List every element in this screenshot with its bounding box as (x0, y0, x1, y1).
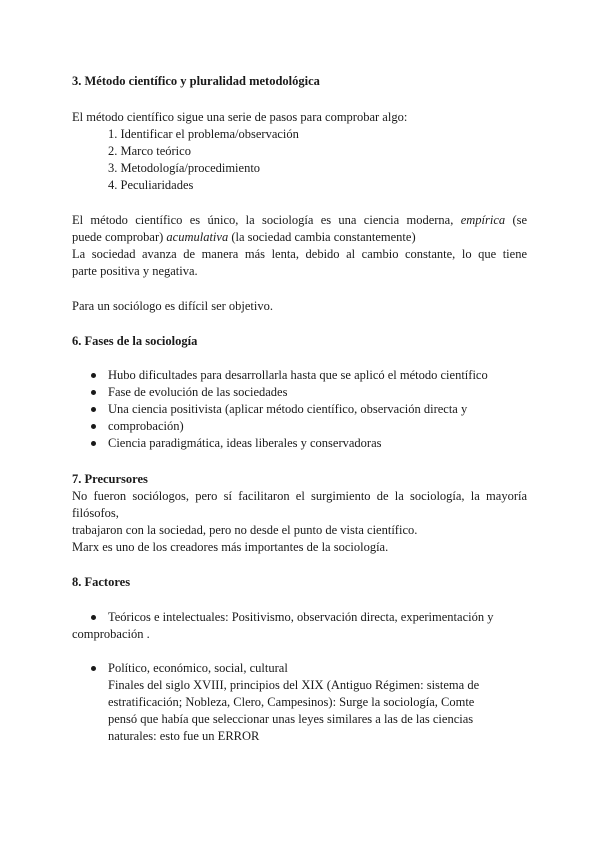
bullet-dot (91, 390, 96, 395)
section-6-heading: 6. Fases de la sociología (72, 334, 198, 348)
section-3-paragraph-line-3: La sociedad avanza de manera más lenta, debido al cambio constante, lo que tiene (72, 247, 527, 261)
section-8-bullet-2-line-5: naturales: esto fue un ERROR (108, 729, 260, 743)
section-8-bullet-2-line-2: Finales del siglo XVIII, principios del XIX (Antiguo Régimen: sistema de (108, 678, 480, 692)
section-7-line-3: trabajaron con la sociedad, pero no desde el punto de vista científico. (72, 523, 418, 537)
section-3-paragraph-line-1: El método científico es único, la sociología es una ciencia moderna, empírica (se (72, 213, 528, 227)
section-6-bullet-2: Fase de evolución de las sociedades (108, 385, 288, 399)
bullet-dot (91, 407, 96, 412)
bullet-dot (91, 441, 96, 446)
section-7-line-4: Marx es uno de los creadores más importantes de la sociología. (72, 540, 389, 554)
section-8-bullet-2-line-4: pensó que había que seleccionar unas leyes similares a las de las ciencias (108, 712, 474, 726)
section-8-bullet-2-line-3: estratificación; Nobleza, Clero, Campesinos): Surge la sociología, Comte (108, 695, 475, 709)
bullet-dot (91, 615, 96, 620)
section-8-bullet-1-line-1: Teóricos e intelectuales: Positivismo, observación directa, experimentación y (108, 610, 494, 624)
section-7-heading: 7. Precursores (72, 472, 148, 486)
step-4: 4. Peculiaridades (108, 178, 194, 192)
section-8-heading: 8. Factores (72, 575, 131, 589)
section-6-bullet-1: Hubo dificultades para desarrollarla hasta que se aplicó el método científico (108, 368, 488, 382)
section-6-bullet-5: Ciencia paradigmática, ideas liberales y conservadoras (108, 436, 382, 450)
bullet-dot (91, 373, 96, 378)
bullet-dot (91, 666, 96, 671)
step-1: 1. Identificar el problema/observación (108, 127, 299, 141)
step-2: 2. Marco teórico (108, 144, 191, 158)
step-3: 3. Metodología/procedimiento (108, 161, 261, 175)
section-3-paragraph-line-4: parte positiva y negativa. (72, 264, 198, 278)
section-8-bullet-1-line-2: comprobación . (72, 627, 150, 641)
section-7-line-2: filósofos, (72, 506, 119, 520)
bullet-dot (91, 424, 96, 429)
section-6-bullet-3: Una ciencia positivista (aplicar método científico, observación directa y (108, 402, 468, 416)
section-3-intro: El método científico sigue una serie de pasos para comprobar algo: (72, 110, 408, 124)
section-8-bullet-2-line-1: Político, económico, social, cultural (108, 661, 288, 675)
section-3-paragraph-objective: Para un sociólogo es difícil ser objetivo. (72, 299, 274, 313)
section-3-paragraph-line-2: puede comprobar) acumulativa (la sociedad cambia constantemente) (72, 230, 416, 244)
section-6-bullet-4: comprobación) (108, 419, 184, 433)
section-7-line-1: No fueron sociólogos, pero sí facilitaron el surgimiento de la sociología, la mayoría (72, 489, 527, 503)
section-3-heading: 3. Método científico y pluralidad metodológica (72, 74, 320, 88)
